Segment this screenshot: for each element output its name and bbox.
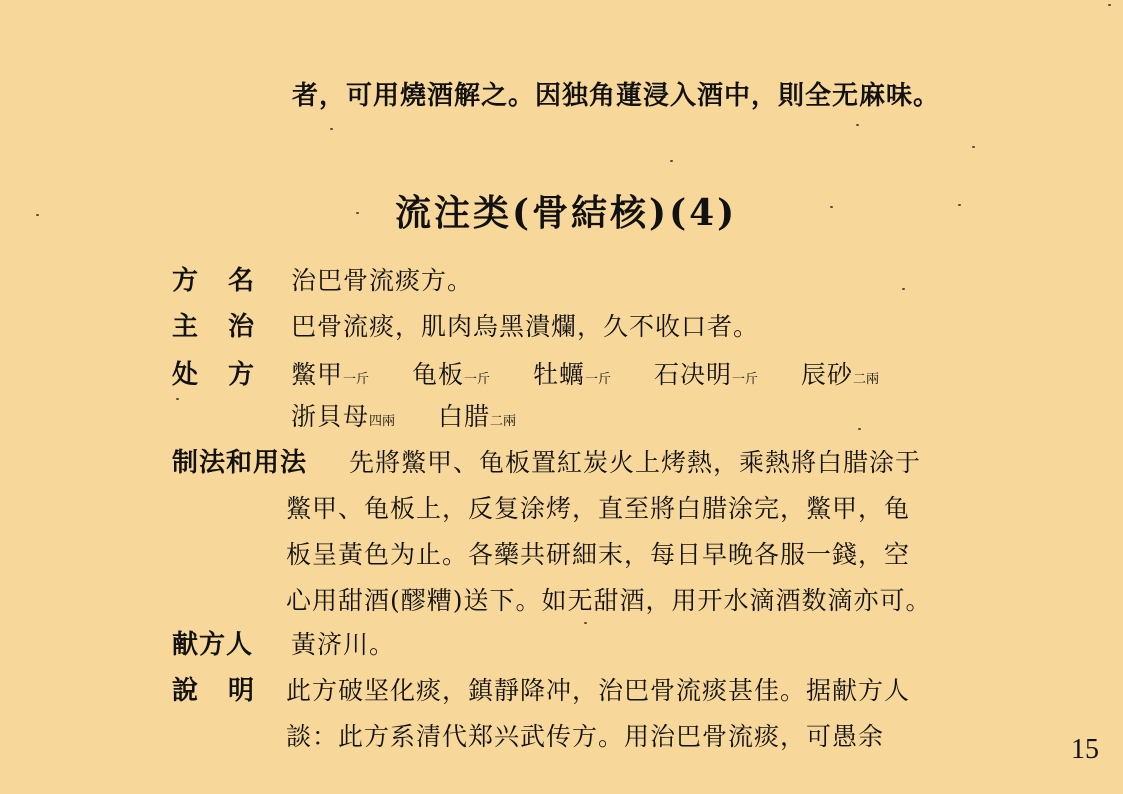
herb-item xyxy=(412,357,490,398)
page-number: 15 xyxy=(1071,734,1099,765)
label-chu-fang: 处方 xyxy=(172,360,285,390)
herb-item xyxy=(291,399,395,440)
fang-ming-text: 治巴骨流痰方。 xyxy=(291,266,474,295)
herb-item xyxy=(533,357,611,398)
continued-text-line: 者，可用燒酒解之。因独角蓮浸入酒中，則全无麻味。 xyxy=(292,81,941,111)
label-explanation: 說明 xyxy=(172,676,285,706)
prescription-line-1 xyxy=(291,357,879,398)
herb-dose: 一斤 xyxy=(731,372,758,387)
herb-name: 龟板 xyxy=(411,360,464,389)
scan-speck xyxy=(856,124,859,126)
scan-speck xyxy=(1108,4,1111,6)
herb-name: 鱉甲 xyxy=(291,360,344,389)
herb-dose: 一斤 xyxy=(343,372,370,387)
herb-dose: 二兩 xyxy=(852,372,879,387)
scan-speck xyxy=(670,160,673,162)
scan-speck xyxy=(356,212,359,214)
scan-speck xyxy=(972,146,975,148)
herb-dose: 四兩 xyxy=(369,414,396,429)
contributor-text: 黃济川。 xyxy=(291,630,396,659)
scan-speck xyxy=(36,214,39,216)
label-preparation-usage: 制法和用法 xyxy=(172,448,308,478)
explanation-line-1: 此方破坚化痰，鎮靜降冲，治巴骨流痰甚佳。据献方人 xyxy=(286,676,911,705)
herb-dose: 二兩 xyxy=(490,414,517,429)
label-contributor: 献方人 xyxy=(172,630,254,660)
section-title: 流注类(骨結核)(4) xyxy=(395,192,738,234)
label-zhu-zhi: 主治 xyxy=(172,312,285,342)
scan-speck xyxy=(584,622,587,624)
herb-name: 石决明 xyxy=(653,360,732,389)
scan-speck xyxy=(330,128,333,130)
explanation-line-2: 談：此方系清代郑兴武传方。用治巴骨流痰，可愚余 xyxy=(286,722,885,751)
preparation-line-2: 鱉甲、龟板上，反复涂烤，直至將白腊涂完，鱉甲，龟 xyxy=(286,494,911,523)
herb-name: 白腊 xyxy=(437,402,490,431)
scan-speck xyxy=(902,288,905,290)
herb-name: 辰砂 xyxy=(800,360,853,389)
herb-name: 牡蠣 xyxy=(532,360,585,389)
scan-speck xyxy=(830,206,833,208)
herb-dose: 一斤 xyxy=(464,372,491,387)
scan-speck xyxy=(958,204,961,206)
preparation-line-1: 先將鱉甲、龟板置紅炭火上烤熱，乘熱將白腊涂于 xyxy=(349,448,922,477)
herb-item xyxy=(801,357,879,398)
zhu-zhi-text: 巴骨流痰，肌肉烏黑潰爛，久不收口者。 xyxy=(291,312,760,341)
herb-item xyxy=(291,357,369,398)
prescription-line-2 xyxy=(291,399,550,440)
preparation-line-4: 心用甜酒(醪糟)送下。如无甜酒，用开水滴酒数滴亦可。 xyxy=(286,586,932,615)
herb-name: 浙貝母 xyxy=(291,402,370,431)
herb-dose: 一斤 xyxy=(584,372,611,387)
label-fang-ming: 方名 xyxy=(172,266,285,296)
herb-item xyxy=(654,357,758,398)
herb-item xyxy=(438,399,516,440)
preparation-line-3: 板呈黃色为止。各藥共研細末，每日早晚各服一錢，空 xyxy=(286,540,911,569)
scan-speck xyxy=(858,428,861,430)
scan-speck xyxy=(176,398,179,400)
